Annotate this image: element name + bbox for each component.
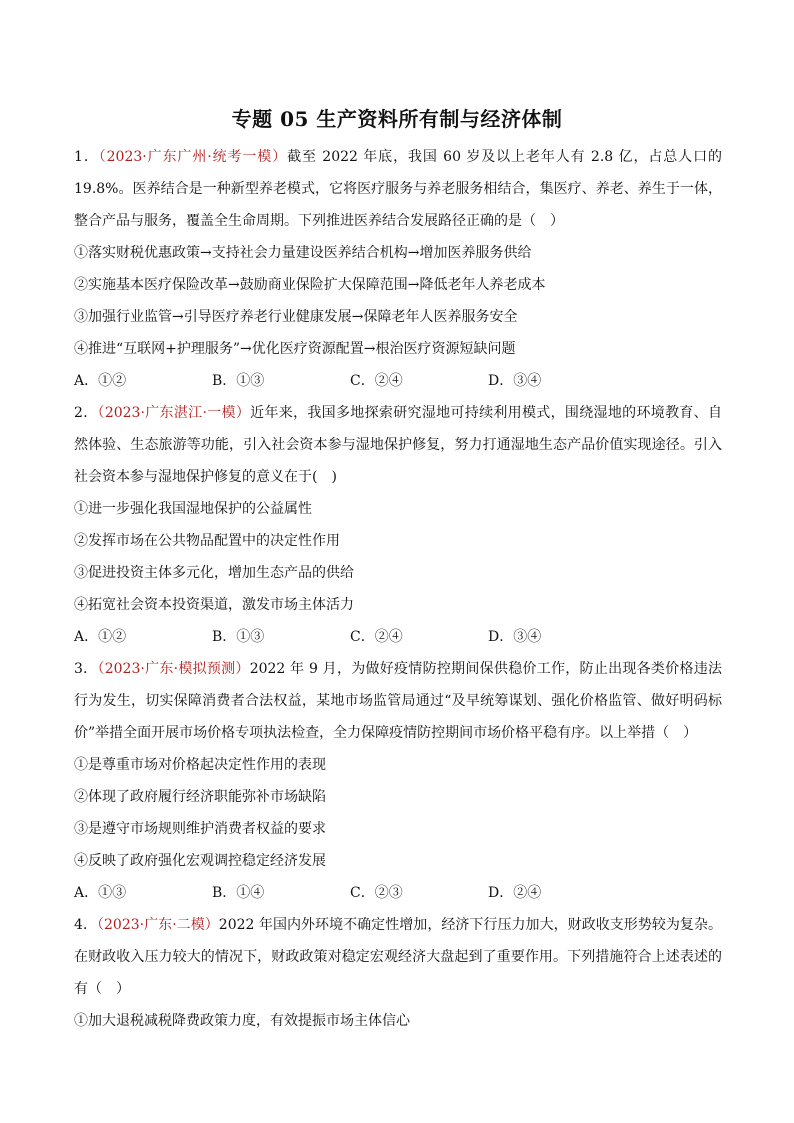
answer-choice-d: D．②④ — [488, 885, 542, 901]
statement-option: ②发挥市场在公共物品配置中的决定性作用 — [74, 533, 340, 549]
question-text: 2022 年国内外环境不确定性增加，经济下行压力加大，财政收支形势较为复杂。在财政收入压力较大的情况下，财政政策对稳定宏观经济大盘起到了重要作用。下列措施符合上述表述的有（ ） — [74, 917, 723, 997]
statement-option: ①加大退税减税降费政策力度，有效提振市场主体信心 — [74, 1013, 410, 1029]
statement-option: ①进一步强化我国湿地保护的公益属性 — [74, 501, 312, 517]
question-text: 近年来，我国多地探索研究湿地可持续利用模式，围绕湿地的环境教育、自然体验、生态旅游等功能，引入社会资本参与湿地保护修复，努力打通湿地生态产品价值实现途径。引入社会资本参与湿地保护修复的意义在于( ) — [74, 405, 722, 485]
statement-option: ②体现了政府履行经济职能弥补市场缺陷 — [74, 789, 326, 805]
question-number: 3． — [74, 661, 98, 677]
statement-option: ③加强行业监管→引导医疗养老行业健康发展→保障老年人医养服务安全 — [74, 309, 518, 325]
answer-choices — [74, 877, 722, 909]
question-4 — [74, 909, 722, 1037]
statement-option: ②实施基本医疗保险改革→鼓励商业保险扩大保障范围→降低老年人养老成本 — [74, 277, 546, 293]
answer-choice-b: B．①④ — [212, 885, 265, 901]
question-number: 1． — [74, 149, 99, 165]
answer-choice-a: A．①② — [74, 629, 127, 645]
answer-choices — [74, 621, 722, 653]
answer-choice-d: D．③④ — [488, 373, 542, 389]
answer-choice-a: A．①② — [74, 373, 127, 389]
statement-option: ④推进“互联网+护理服务”→优化医疗资源配置→根治医疗资源短缺问题 — [74, 341, 516, 357]
answer-choice-c: C．②④ — [350, 629, 403, 645]
question-2 — [74, 397, 722, 653]
answer-choice-c: C．②④ — [350, 373, 403, 389]
statement-option: ③是遵守市场规则维护消费者权益的要求 — [74, 821, 326, 837]
question-number: 4． — [74, 917, 97, 933]
question-stem — [74, 909, 722, 1005]
answer-choice-b: B．①③ — [212, 629, 265, 645]
question-3 — [74, 653, 722, 909]
question-source: （2023·广东广州·统考一模） — [98, 149, 288, 165]
question-text: 2022 年 9 月，为做好疫情防控期间保供稳价工作，防止出现各类价格违法行为发生，切实保障消费者合法权益，某地市场监管局通过“及早统筹谋划、强化价格监管、做好明码标价”举措全面开展市场价格专项执法检查，全力保障疫情防控期间市场价格平稳有序。以上举措（ ） — [74, 661, 722, 741]
question-number: 2． — [74, 405, 98, 421]
statement-option: ④拓宽社会资本投资渠道，激发市场主体活力 — [74, 597, 354, 613]
question-stem — [74, 653, 722, 749]
statement-option: ①是尊重市场对价格起决定性作用的表现 — [74, 757, 326, 773]
answer-choices — [74, 365, 722, 397]
statement-option: ③促进投资主体多元化，增加生态产品的供给 — [74, 565, 354, 581]
questions-container — [74, 141, 722, 1037]
question-text: 截至 2022 年底，我国 60 岁及以上老年人有 2.8 亿，占总人口的 19.8%。医养结合是一种新型养老模式，它将医疗服务与养老服务相结合，集医疗、养老、养生于一体，整合产品与服务，覆盖全生命周期。下列推进医养结合发展路径正确的是（ ） — [74, 149, 722, 229]
answer-choice-a: A．①③ — [74, 885, 127, 901]
statement-option: ④反映了政府强化宏观调控稳定经济发展 — [74, 853, 326, 869]
answer-choice-c: C．②③ — [350, 885, 403, 901]
question-1 — [74, 141, 722, 397]
page-title: 专题 05 生产资料所有制与经济体制 — [231, 107, 563, 131]
statement-option: ①落实财税优惠政策→支持社会力量建设医养结合机构→增加医养服务供给 — [74, 245, 532, 261]
answer-choice-d: D．③④ — [488, 629, 542, 645]
answer-choice-b: B．①③ — [212, 373, 265, 389]
question-source: （2023·广东·二模） — [96, 917, 219, 933]
question-stem — [74, 141, 722, 237]
question-source: （2023·广东·模拟预测） — [97, 661, 250, 677]
question-source: （2023·广东湛江·一模） — [97, 405, 251, 421]
question-stem — [74, 397, 722, 493]
